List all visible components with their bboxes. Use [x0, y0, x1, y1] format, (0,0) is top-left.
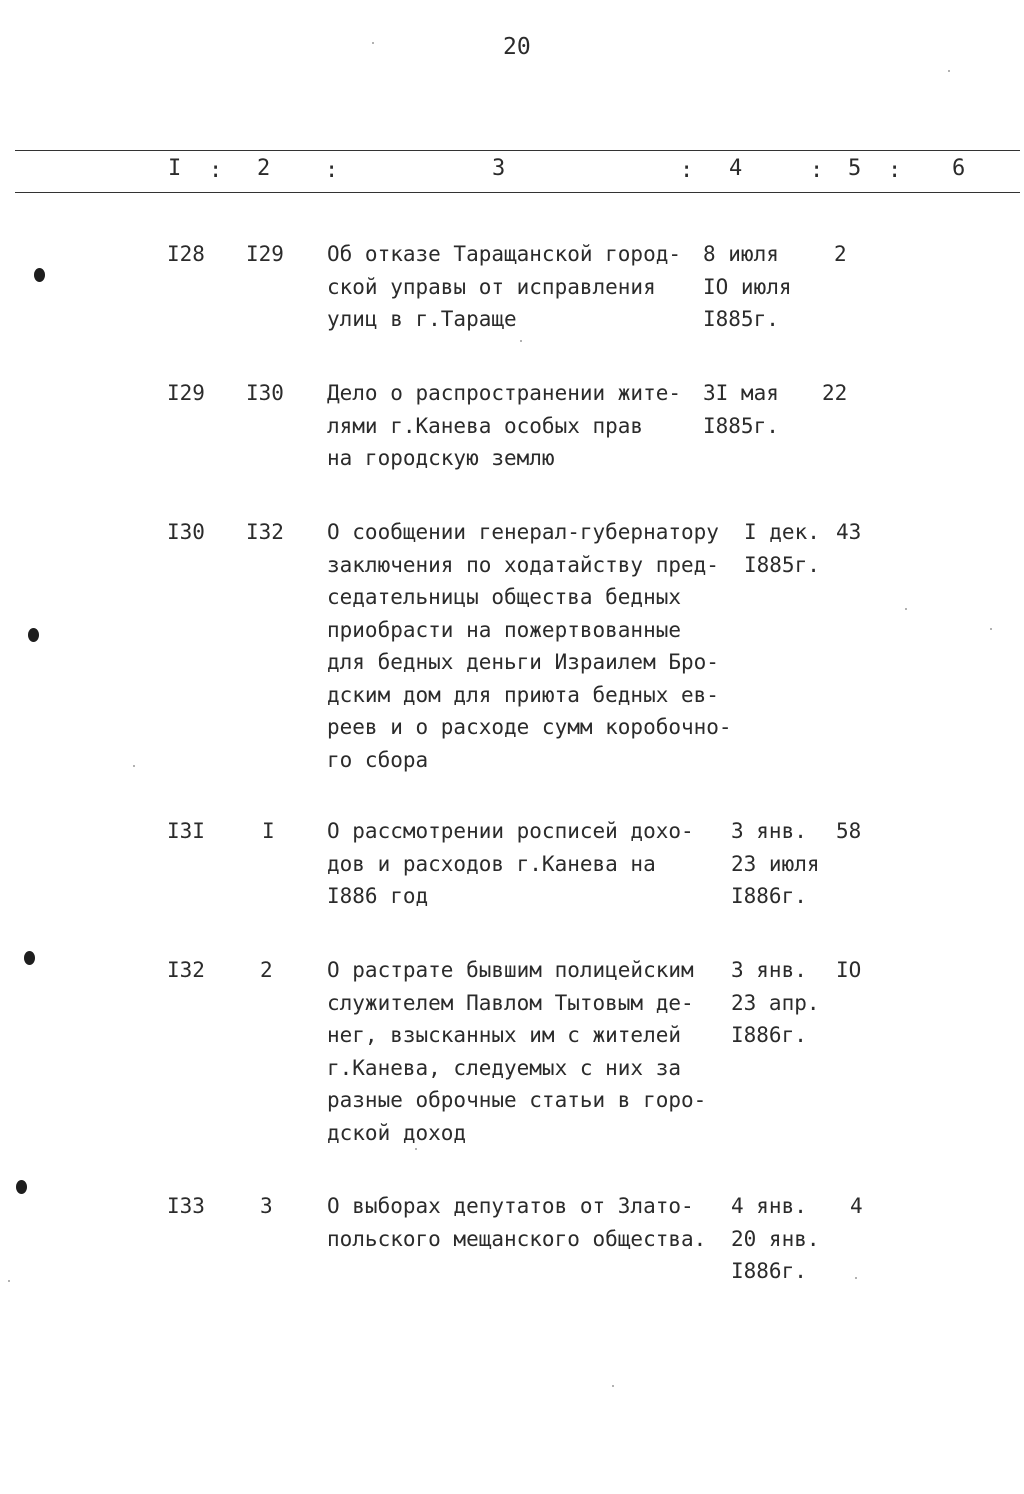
page-number: 20 [503, 34, 531, 60]
file-number: I [262, 819, 275, 843]
page-count: 58 [836, 819, 862, 843]
row-number: I29 [167, 381, 205, 405]
column-separator: : [810, 158, 824, 183]
header-bottom-rule [15, 192, 1020, 193]
row-number: I30 [167, 520, 205, 544]
punch-hole [16, 1180, 27, 1194]
page-count: 43 [836, 520, 862, 544]
scan-speck [612, 1385, 614, 1387]
page-count: 2 [834, 242, 847, 266]
page-count: IO [836, 958, 862, 982]
row-number: I33 [167, 1194, 205, 1218]
file-description: Об отказе Таращанской город- ской управы от исправления улиц в г.Тараще [327, 242, 682, 331]
file-description: О рассмотрении росписей дохо- дов и расходов г.Канева на I886 год [327, 819, 694, 908]
scan-speck [415, 1148, 417, 1150]
page-count: 22 [822, 381, 848, 405]
row-number: I3I [167, 819, 205, 843]
column-separator: : [680, 158, 694, 183]
scan-speck [8, 1280, 10, 1282]
column-header-5: 5 [848, 156, 862, 181]
column-header-4: 4 [729, 156, 743, 181]
row-number: I28 [167, 242, 205, 266]
scan-speck [855, 1277, 857, 1279]
file-dates: 4 янв. 20 янв. I886г. [731, 1194, 820, 1283]
file-description: О выборах депутатов от Злато- польского мещанского общества. [327, 1194, 707, 1251]
scan-speck [372, 42, 374, 44]
column-header-3: 3 [492, 156, 506, 181]
file-description: Дело о распространении жите- лями г.Канева особых прав на городскую землю [327, 381, 682, 470]
file-dates: 8 июля IO июля I885г. [703, 242, 792, 331]
column-separator: : [888, 158, 902, 183]
file-number: I29 [246, 242, 284, 266]
file-dates: 3 янв. 23 апр. I886г. [731, 958, 820, 1047]
file-number: 2 [260, 958, 273, 982]
column-header-1: I [168, 156, 182, 181]
scan-speck [948, 70, 950, 72]
column-separator: : [325, 158, 339, 183]
file-number: I32 [246, 520, 284, 544]
column-header-6: 6 [952, 156, 966, 181]
scan-speck [905, 608, 907, 610]
punch-hole [28, 628, 39, 642]
page-count: 4 [850, 1194, 863, 1218]
column-header-2: 2 [257, 156, 271, 181]
file-description: О растрате бывшим полицейским служителем Павлом Тытовым де- нег, взысканных им с жителей г.Канева, следуемых с них за разные оброчные статьи в горо- дской доход [327, 958, 707, 1145]
punch-hole [24, 951, 35, 965]
punch-hole [34, 268, 45, 282]
scan-speck [520, 340, 522, 342]
scan-speck [133, 765, 135, 767]
file-description: О сообщении генерал-губернатору заключения по ходатайству пред- седательницы общества бедных приобрасти на пожертвованные для бедных деньги Израилем Бро- дским дом для приюта бедных ев- реев и о расходе сумм коробочно- го сбора [327, 520, 732, 772]
file-number: 3 [260, 1194, 273, 1218]
file-dates: 3 янв. 23 июля I886г. [731, 819, 820, 908]
column-separator: : [209, 158, 223, 183]
row-number: I32 [167, 958, 205, 982]
scan-speck [990, 628, 992, 630]
file-number: I30 [246, 381, 284, 405]
header-top-rule [15, 150, 1020, 151]
file-dates: 3I мая I885г. [703, 381, 779, 438]
file-dates: I дек. I885г. [744, 520, 820, 577]
